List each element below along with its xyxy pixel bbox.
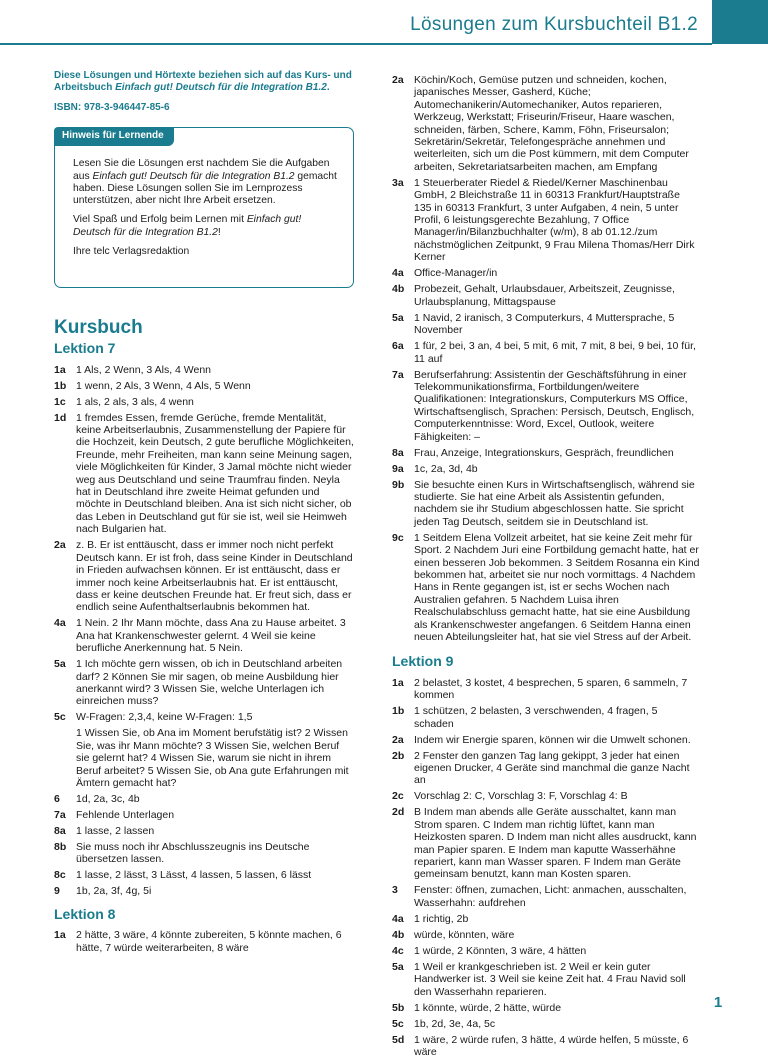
exercise-solution: 1 Navid, 2 iranisch, 3 Computerkurs, 4 Muttersprache, 5 November	[414, 311, 675, 337]
exercise-answer	[392, 267, 700, 279]
exercise-number: 5c	[54, 711, 66, 724]
exercise-5c-sub-answer: 1 Wissen Sie, ob Ana im Moment berufstätig ist? 2 Wissen Sie, was ihr Mann möchte? 3 Wissen Sie, welchen Beruf sie gelernt hat? 4 Wissen Sie, warum sie nicht in ihrem Beruf arbeitet? 5 Wissen Sie, ob Ana gute Erfahrungen mit Ämtern gemacht hat?	[76, 727, 349, 789]
exercise-answer	[392, 463, 700, 475]
hint-body	[55, 146, 353, 258]
exercise-answer	[392, 479, 700, 529]
exercise-number: 6	[54, 792, 60, 805]
exercise-solution: 1 richtig, 2b	[414, 912, 469, 925]
exercise-solution: 1 lasse, 2 lässt, 3 Lässt, 4 lassen, 5 lassen, 6 lässt	[76, 869, 312, 882]
exercise-answer	[392, 369, 700, 443]
lektion-8-list-continued	[392, 74, 700, 643]
exercise-answer	[392, 705, 700, 730]
section-title-kursbuch: Kursbuch	[54, 316, 143, 338]
exercise-answer	[54, 885, 354, 897]
exercise-number: 5b	[392, 1001, 405, 1014]
isbn: ISBN: 978-3-946447-85-6	[54, 102, 170, 114]
exercise-answer	[392, 74, 700, 173]
exercise-solution: Sie muss noch ihr Abschlusszeugnis ins Deutsche übersetzen lassen.	[76, 840, 310, 866]
exercise-solution: Probezeit, Gehalt, Urlaubsdauer, Arbeitszeit, Zeugnisse, Urlaubsplanung, Mittagspause	[414, 283, 675, 308]
exercise-number: 8a	[54, 824, 66, 837]
exercise-number: 2b	[392, 749, 405, 762]
exercise-solution: 1 Ich möchte gern wissen, ob ich in Deutschland arbeiten darf? 2 Können Sie mir sagen, ob meine Ausbildung hier anerkannt wird? 3 Wissen Sie, welche Unterlagen ich einreichen muss?	[76, 658, 343, 708]
exercise-solution: 1b, 2a, 3f, 4g, 5i	[76, 885, 152, 898]
exercise-solution: 1 als, 2 als, 3 als, 4 wenn	[76, 395, 194, 408]
exercise-number: 9	[54, 885, 60, 898]
exercise-solution: Berufserfahrung: Assistentin der Geschäftsführung in einer Telekommunikationsfirma, Fortbildungen/weitere Qualifikationen: Integrationskurs, Computerkurs MS Office, Wirtschaftsenglisch, Sprachen: Persisch, Deutsch, Englisch, Computerkenntnisse: Word, Excel, Outlook, weitere Fähigkeiten: –	[414, 368, 695, 443]
exercise-number: 4a	[392, 912, 404, 925]
exercise-solution: Köchin/Koch, Gemüse putzen und schneiden, kochen, japanisches Messer, Gasherd, Küche; Automechanikerin/Automechaniker, Autos reparieren, Werkzeug, Werkstatt; Friseurin/Friseur, Haare waschen, schneiden, färben, Schere, Kamm, Föhn, Friseursalon; Sekretärin/Sekretär, Telefongespräche annehmen und weiterleiten, sich um die Post kümmern, mit dem Computer arbeiten, Sekretariatsarbeiten machen, am Empfang	[414, 74, 689, 173]
exercise-number: 1d	[54, 411, 67, 424]
exercise-solution: 1 Weil er krankgeschrieben ist. 2 Weil er kein guter Handwerker ist. 3 Weil sie keine Zeit hat. 4 Frau Navid soll den Wasserhahn reparieren.	[414, 960, 686, 998]
exercise-solution: Fenster: öffnen, zumachen, Licht: anmachen, ausschalten, Wasserhahn: aufdrehen	[414, 884, 687, 909]
exercise-answer	[392, 1002, 700, 1014]
exercise-number: 6a	[392, 340, 404, 353]
exercise-answer	[392, 929, 700, 941]
exercise-solution: 2 Fenster den ganzen Tag lang gekippt, 3 jeder hat einen eigenen Drucker, 4 Geräte sind manchmal die ganze Nacht an	[414, 749, 690, 787]
lektion-8-heading: Lektion 8	[54, 905, 116, 922]
exercise-answer	[54, 711, 354, 723]
exercise-solution: 1 schützen, 2 belasten, 3 verschwenden, 4 fragen, 5 schaden	[414, 705, 658, 730]
exercise-solution: 1 für, 2 bei, 3 an, 4 bei, 5 mit, 6 mit, 7 mit, 8 bei, 9 bei, 10 für, 11 auf	[414, 340, 696, 365]
hint-paragraph-2: Viel Spaß und Erfolg beim Lernen mit Einfach gut! Deutsch für die Integration B1.2!	[73, 214, 302, 238]
page-number: 1	[713, 994, 723, 1011]
exercise-number: 9c	[392, 531, 404, 544]
lektion-9-list	[392, 677, 700, 1059]
exercise-answer	[392, 734, 700, 746]
exercise-answer	[392, 1018, 700, 1030]
exercise-answer	[392, 177, 700, 264]
exercise-number: 1a	[392, 676, 404, 689]
exercise-number: 5a	[392, 960, 404, 973]
exercise-answer	[392, 447, 700, 459]
exercise-solution: 1 lasse, 2 lassen	[76, 824, 155, 837]
exercise-number: 3a	[392, 176, 404, 189]
exercise-solution: 1 wenn, 2 Als, 3 Wenn, 4 Als, 5 Wenn	[76, 379, 251, 392]
exercise-solution: würde, könnten, wäre	[414, 928, 515, 941]
exercise-solution: 1 Steuerberater Riedel & Riedel/Kerner Maschinenbau GmbH, 2 Bleichstraße 11 in 60313 Frankfurt/Hauptstraße 135 in 60313 Frankfurt, 3 unter Aufgaben, 4 nein, 5 unter Profil, 6 leistungsgerechte Bezahlung, 7 Office Manager/in/Bilanzbuchhalter (w/m), 8 ab 01.12./zum nächstmöglichen Zeitpunkt, 9 Frau Milena Thomas/Herr Dirk Kerner	[414, 176, 695, 264]
exercise-solution: 2 hätte, 3 wäre, 4 könnte zubereiten, 5 könnte machen, 6 hätte, 7 würde weiterarbeiten, 8 wäre	[76, 929, 342, 954]
exercise-solution: Office-Manager/in	[414, 267, 498, 280]
header-rule	[0, 43, 712, 45]
lektion-7-list-continued	[54, 793, 354, 898]
exercise-number: 1a	[54, 363, 66, 376]
exercise-solution: Frau, Anzeige, Integrationskurs, Gespräch, freundlichen	[414, 446, 674, 459]
right-column	[392, 74, 700, 1062]
exercise-number: 1c	[54, 395, 66, 408]
exercise-number: 2a	[392, 74, 404, 86]
exercise-solution: B Indem man abends alle Geräte ausschaltet, kann man Strom sparen. C Indem man richtig lüftet, kann man Heizkosten sparen. D Indem man nicht alles ausdruckt, kann man Papier sparen. E Indem man kaputte Wasserhähne repariert, kann man Wasser sparen. F Indem man Geräte gemeinsam benutzt, kann man Kosten sparen.	[414, 806, 697, 881]
exercise-answer	[54, 412, 354, 536]
exercise-number: 4b	[392, 283, 405, 296]
exercise-answer	[54, 793, 354, 805]
lektion-7-list	[54, 364, 354, 724]
exercise-number: 4a	[392, 267, 404, 280]
exercise-number: 7a	[54, 808, 66, 821]
exercise-solution: 1 Nein. 2 Ihr Mann möchte, dass Ana zu Hause arbeitet. 3 Ana hat Krankenschwester gelernt. 4 Weil sie keine berufliche Anerkennung hat. 5 Nein.	[76, 617, 346, 655]
exercise-number: 4c	[392, 944, 404, 957]
exercise-solution: Fehlende Unterlagen	[76, 808, 175, 821]
exercise-solution: 1 Als, 2 Wenn, 3 Als, 4 Wenn	[76, 363, 212, 376]
exercise-number: 1b	[392, 705, 405, 718]
exercise-answer	[392, 312, 700, 337]
exercise-answer	[392, 790, 700, 802]
exercise-solution: 1 fremdes Essen, fremde Gerüche, fremde Mentalität, keine Arbeitserlaubnis, Zusammenstellung der Papiere für die Hochzeit, kein Deutsch, 2 gute berufliche Möglichkeiten, Freunde, mehr Freiheiten, man kann seine Meinung sagen, viele Möglichkeiten für Kinder, 3 Jamal möchte nicht wieder weg aus Deutschland und seine Traumfrau finden. Neyla hat in Deutschland ihre zweite Heimat gefunden und möchte in Deutschland bleiben. Ana ist sich nicht sicher, ob das Leben in Deutschland gut für sie ist, weil sie Heimweh nach Bulgarien hat.	[76, 411, 354, 536]
exercise-number: 5c	[392, 1017, 404, 1030]
exercise-number: 4b	[392, 928, 405, 941]
exercise-number: 1a	[54, 929, 66, 942]
exercise-answer	[54, 869, 354, 881]
exercise-solution: 1 würde, 2 Könnten, 3 wäre, 4 hätten	[414, 944, 587, 957]
exercise-answer	[54, 825, 354, 837]
exercise-number: 2a	[54, 539, 66, 552]
exercise-answer	[54, 617, 354, 654]
lektion-9-heading: Lektion 9	[392, 653, 454, 670]
hint-box	[54, 127, 354, 288]
lektion-7-heading: Lektion 7	[54, 340, 116, 357]
hint-signature: Ihre telc Verlagsredaktion	[73, 246, 190, 257]
exercise-answer	[392, 340, 700, 365]
exercise-solution: z. B. Er ist enttäuscht, dass er immer noch nicht perfekt Deutsch kann. Er ist froh, dass seine Kinder in Deutschland in Frieden aufwachsen können. Er ist enttäuscht, dass er immer noch keine Arbeitserlaubnis hat. Er ist enttäuscht, dass er keine deutschen Freunde hat. Er freut sich, dass er endlich seine Aufenthaltserlaubnis bekommen hat.	[76, 539, 353, 614]
exercise-solution: Vorschlag 2: C, Vorschlag 3: F, Vorschlag 4: B	[414, 790, 628, 803]
exercise-number: 2d	[392, 806, 405, 819]
intro-text: Diese Lösungen und Hörtexte beziehen sich auf das Kurs- und Arbeitsbuch Einfach gut! Deutsch für die Integration B1.2.	[54, 70, 352, 94]
exercise-number: 2c	[392, 790, 404, 803]
exercise-answer	[54, 809, 354, 821]
exercise-answer	[392, 677, 700, 702]
exercise-answer	[392, 884, 700, 909]
lektion-8-list	[54, 929, 354, 954]
exercise-answer	[54, 364, 354, 376]
exercise-number: 9b	[392, 478, 405, 491]
exercise-answer	[392, 913, 700, 925]
exercise-solution: Indem wir Energie sparen, können wir die Umwelt schonen.	[414, 733, 691, 746]
header-tab-decoration	[712, 0, 768, 44]
exercise-answer	[392, 283, 700, 308]
exercise-solution: 2 belastet, 3 kostet, 4 besprechen, 5 sparen, 6 sammeln, 7 kommen	[414, 676, 688, 702]
exercise-number: 5a	[54, 658, 66, 671]
exercise-answer	[392, 750, 700, 787]
exercise-number: 5d	[392, 1033, 405, 1046]
exercise-number: 8c	[54, 869, 66, 882]
exercise-number: 1b	[54, 379, 67, 392]
left-column	[54, 70, 354, 958]
exercise-number: 2a	[392, 733, 404, 746]
exercise-solution: 1d, 2a, 3c, 4b	[76, 792, 140, 805]
exercise-answer	[392, 945, 700, 957]
exercise-answer	[54, 396, 354, 408]
exercise-answer	[54, 658, 354, 708]
exercise-number: 3	[392, 884, 398, 897]
exercise-answer	[54, 929, 354, 954]
exercise-answer	[392, 532, 700, 644]
exercise-answer	[392, 806, 700, 880]
exercise-solution: 1 wäre, 2 würde rufen, 3 hätte, 4 würde helfen, 5 müsste, 6 wäre	[414, 1033, 689, 1059]
hint-label: Hinweis für Lernende	[54, 127, 174, 146]
exercise-number: 8a	[392, 446, 404, 459]
exercise-answer	[392, 1034, 700, 1059]
exercise-number: 7a	[392, 368, 404, 381]
exercise-number: 8b	[54, 840, 67, 853]
exercise-solution: Sie besuchte einen Kurs in Wirtschaftsenglisch, während sie studierte. Sie hat eine Arbeit als Assistentin gefunden, nachdem sie ihr Studium abgeschlossen hatte. Sie spricht jeden Tag Deutsch, seitdem sie in Deutschland ist.	[414, 478, 695, 528]
exercise-answer	[54, 841, 354, 866]
exercise-answer	[54, 380, 354, 392]
exercise-number: 9a	[392, 462, 404, 475]
exercise-number: 5a	[392, 311, 404, 324]
hint-paragraph-1: Lesen Sie die Lösungen erst nachdem Sie die Aufgaben aus Einfach gut! Deutsch für die Integration B1.2 gemacht haben. Diese Lösungen sollen Sie im Lernprozess unterstützen, aber nicht Ihre Arbeit ersetzen.	[73, 158, 337, 207]
exercise-solution: 1 Seitdem Elena Vollzeit arbeitet, hat sie keine Zeit mehr für Sport. 2 Nachdem Juri eine Fortbildung gemacht hatte, hat er einen besseren Job bekommen. 3 Seitdem Rosanna ein Kind bekommen hat, arbeitet sie nur noch vormittags. 4 Nachdem Hans in Rente gegangen ist, ist er sechs Wochen nach Australien gefahren. 5 Nachdem Luisa ihren Realschulabschluss gemacht hatte, hat sie eine Ausbildung als Krankenschwester angefangen. 6 Seitdem Hanna einen neuen Abteilungsleiter hat, hat sie viel Stress auf der Arbeit.	[414, 531, 700, 643]
exercise-solution: W-Fragen: 2,3,4, keine W-Fragen: 1,5	[76, 711, 253, 724]
page-header-title: Lösungen zum Kursbuchteil B1.2	[410, 14, 698, 35]
exercise-number: 4a	[54, 617, 66, 630]
exercise-solution: 1c, 2a, 3d, 4b	[414, 462, 478, 475]
exercise-solution: 1b, 2d, 3e, 4a, 5c	[414, 1017, 496, 1030]
exercise-answer	[54, 539, 354, 613]
exercise-answer	[392, 961, 700, 998]
exercise-solution: 1 könnte, würde, 2 hätte, würde	[414, 1001, 562, 1014]
